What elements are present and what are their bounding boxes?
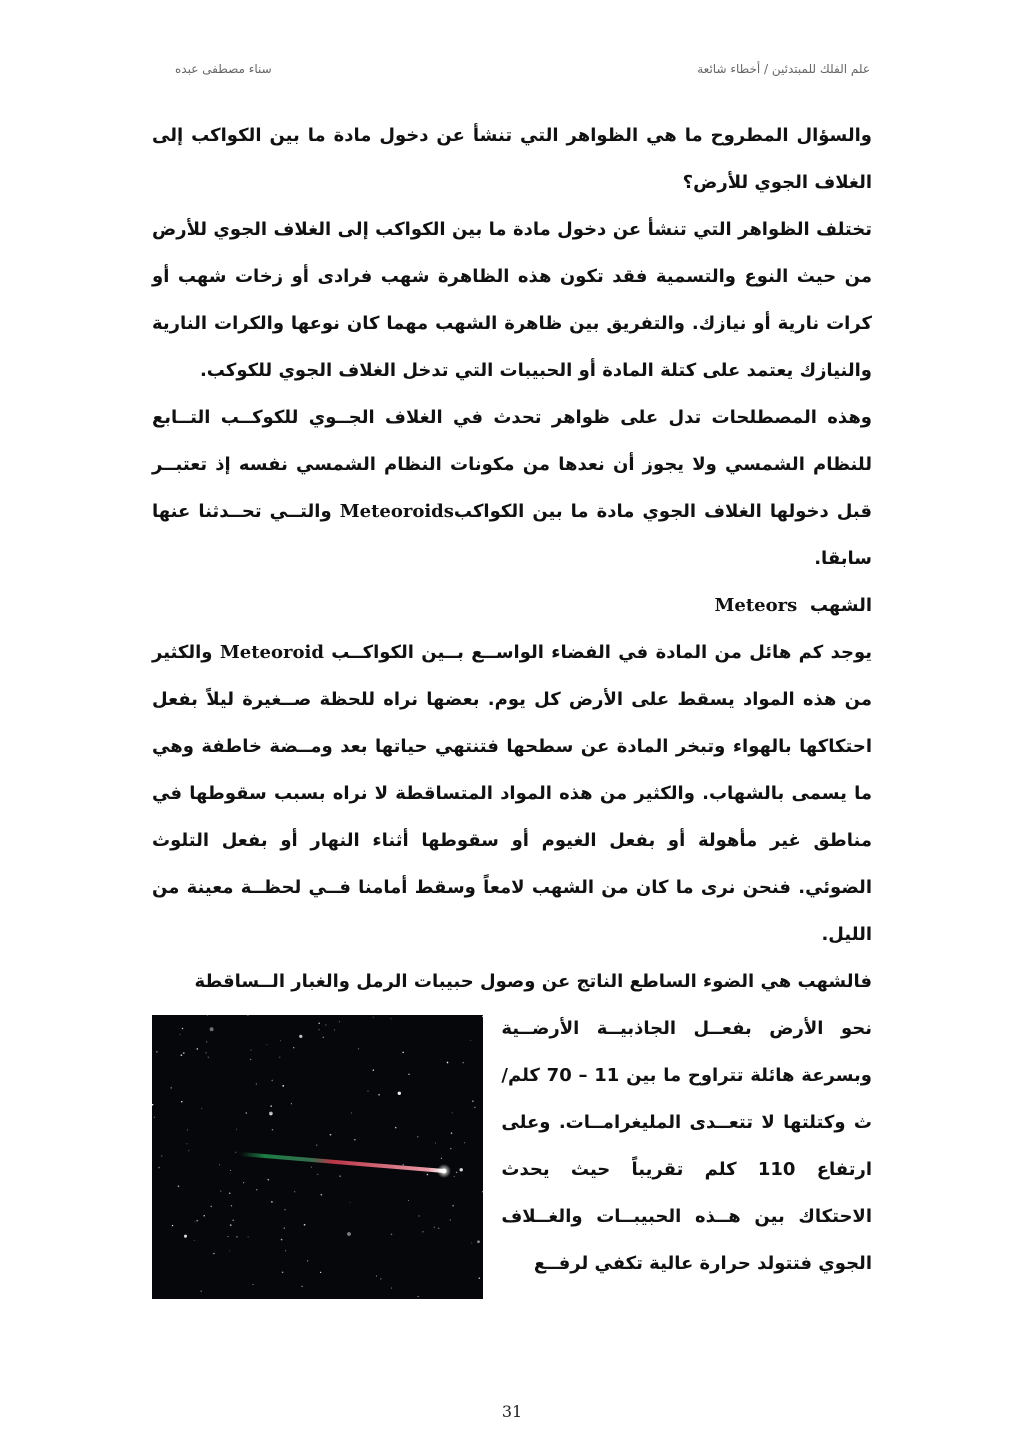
star xyxy=(291,1103,292,1104)
star xyxy=(267,1179,269,1181)
star xyxy=(452,1205,454,1207)
section-heading xyxy=(152,582,872,629)
star xyxy=(200,1290,202,1292)
star xyxy=(236,1236,237,1237)
paragraph-meteoroid-before: يوجد كم هائل من المادة في الفضاء الواســع بــين الكواكــب xyxy=(323,642,872,663)
star xyxy=(456,1172,458,1174)
star xyxy=(422,1231,424,1233)
star xyxy=(270,1105,272,1107)
meteor-head xyxy=(442,1169,447,1174)
star xyxy=(316,1144,317,1145)
star xyxy=(307,1260,308,1261)
paragraph-phenomena: تختلف الظواهر التي تنشأ عن دخول مادة ما بين الكواكب إلى الغلاف الجوي للأرض من حيث النوع والتسمية فقد تكون هذه الظاهرة شهب فرادى أو زخات شهب أو كرات نارية أو نيازك. والتفريق بين ظاهرة الشهب مهما كان نوعها والكرات النارية والنيازك يعتمد على كتلة المادة أو الحبيبات التي تدخل الغلاف الجوي للكوكب. xyxy=(152,219,872,381)
star xyxy=(434,1227,435,1228)
star xyxy=(158,1167,160,1169)
star xyxy=(236,1129,237,1130)
star xyxy=(340,1176,341,1177)
star xyxy=(228,1236,229,1237)
star xyxy=(380,1278,382,1280)
star xyxy=(351,1113,352,1114)
star xyxy=(266,1044,267,1045)
star xyxy=(391,1018,392,1019)
star xyxy=(452,1112,453,1113)
star xyxy=(376,1275,377,1276)
star xyxy=(391,1234,393,1236)
header-book-title: علم الفلك للمبتدئين / أخطاء شائعة xyxy=(697,62,870,76)
star xyxy=(450,1219,451,1220)
star xyxy=(427,1174,429,1176)
star xyxy=(230,1170,231,1171)
star xyxy=(279,1057,280,1058)
star xyxy=(197,1048,199,1050)
star xyxy=(418,1215,419,1216)
star xyxy=(172,1225,173,1226)
paragraph-meteoroid-after: والكثير من هذه المواد يسقط على الأرض كل يوم. بعضها نراه للحظة صــغيرة ليلاً بفعل احتكاكها بالهواء وتبخر المادة عن سطحها فتنتهي حياتها بعد ومــضة خاطفة وهي ما يسمى بالشهاب. والكثير من هذه المواد المتساقطة لا نراه بسبب سقوطها في مناطق غير مأهولة أو بفعل الغيوم أو سقوطها أثناء النهار أو بفعل التلوث الضوئي. فنحن نرى ما كان من الشهب لامعاً وسقط أمامنا فــي لحظــة معينة من الليل. xyxy=(152,642,872,945)
star xyxy=(441,1158,442,1159)
star xyxy=(231,1205,232,1206)
star xyxy=(454,1176,455,1177)
paragraph-terms-after: والتــي تحــدثنا عنها سابقا. xyxy=(152,501,872,569)
star xyxy=(229,1250,230,1251)
star xyxy=(304,1224,306,1226)
star xyxy=(438,1227,440,1229)
star xyxy=(282,1085,284,1087)
star xyxy=(253,1284,254,1285)
star xyxy=(251,1050,252,1051)
star xyxy=(320,1272,321,1273)
star xyxy=(184,1235,187,1238)
star xyxy=(246,1112,248,1114)
star xyxy=(325,1025,326,1026)
star xyxy=(318,1023,320,1025)
section-heading-arabic: الشهب xyxy=(809,595,872,616)
star xyxy=(250,1059,251,1060)
header-author: سناء مصطفى عبده xyxy=(175,62,272,76)
star xyxy=(470,1040,471,1041)
star xyxy=(280,1040,281,1041)
star xyxy=(213,1253,215,1255)
star xyxy=(408,1200,409,1201)
star xyxy=(321,1194,323,1196)
star xyxy=(171,1087,172,1088)
star xyxy=(210,1027,214,1031)
star xyxy=(282,1271,284,1273)
figure-block xyxy=(152,1005,872,1299)
star xyxy=(271,1201,273,1203)
star xyxy=(482,1191,483,1192)
star xyxy=(208,1057,209,1058)
star xyxy=(464,1142,465,1143)
star xyxy=(269,1112,273,1116)
paragraph-meteors-line1: فالشهب هي الضوء الساطع الناتج عن وصول حبيبات الرمل والغبار الــساقطة xyxy=(194,971,872,992)
star xyxy=(294,1191,295,1192)
star xyxy=(201,1108,202,1109)
star xyxy=(391,1288,392,1289)
star xyxy=(451,1132,453,1134)
star xyxy=(293,1047,294,1048)
star xyxy=(378,1094,380,1096)
paragraph-terms-before: وهذه المصطلحات تدل على ظواهر تحدث في الغلاف الجــوي للكوكــب التــابع للنظام الشمسي ولا يجوز أن نعدها من مكونات النظام الشمسي نفسه إذ تعتبــر قبل دخولها الغلاف الجوي مادة ما بين الكواكب xyxy=(152,407,872,522)
star xyxy=(471,1242,472,1243)
star xyxy=(203,1215,204,1216)
star xyxy=(154,1117,155,1118)
star xyxy=(183,1052,185,1054)
star xyxy=(402,1052,404,1054)
star xyxy=(187,1129,188,1130)
star xyxy=(450,1148,451,1149)
star xyxy=(323,1037,324,1038)
star xyxy=(459,1168,462,1171)
star xyxy=(350,1202,351,1203)
star xyxy=(206,1041,207,1042)
star xyxy=(334,1029,335,1030)
star xyxy=(220,1191,221,1192)
star xyxy=(271,1080,273,1082)
star xyxy=(417,1136,419,1138)
star xyxy=(301,1286,302,1287)
star xyxy=(339,1021,340,1022)
star xyxy=(235,1152,236,1153)
star xyxy=(477,1240,480,1243)
star xyxy=(233,1220,234,1221)
star xyxy=(272,1129,274,1131)
star xyxy=(474,1107,475,1108)
star xyxy=(417,1296,418,1297)
meteor-photo-svg xyxy=(152,1015,483,1299)
star xyxy=(354,1139,355,1140)
paragraph-meteoroid xyxy=(152,629,872,958)
star xyxy=(161,1155,162,1156)
star xyxy=(195,1221,196,1222)
star xyxy=(347,1232,351,1236)
star xyxy=(196,1220,198,1222)
running-header xyxy=(175,62,870,84)
star xyxy=(248,1236,249,1237)
star xyxy=(368,1091,369,1092)
page-body xyxy=(152,112,872,1299)
star xyxy=(243,1182,244,1183)
star xyxy=(186,1143,187,1144)
star xyxy=(281,1239,283,1241)
term-meteoroids: Meteoroids xyxy=(339,501,454,522)
star xyxy=(472,1100,473,1101)
star xyxy=(211,1206,213,1208)
star xyxy=(230,1224,232,1226)
term-meteoroid: Meteoroid xyxy=(219,642,324,663)
star xyxy=(299,1035,302,1038)
star xyxy=(256,1189,257,1190)
star xyxy=(311,1167,312,1168)
star xyxy=(408,1074,410,1076)
section-heading-latin: Meteors xyxy=(714,595,798,616)
star xyxy=(463,1062,464,1063)
star xyxy=(182,1028,183,1029)
paragraph-question: والسؤال المطروح ما هي الظواهر التي تنشأ عن دخول مادة ما بين الكواكب إلى الغلاف الجوي للأرض؟ xyxy=(152,125,872,193)
star xyxy=(181,1054,183,1056)
star xyxy=(358,1048,359,1049)
star xyxy=(402,1164,403,1165)
star xyxy=(479,1277,481,1279)
star xyxy=(181,1101,182,1102)
star xyxy=(435,1142,436,1143)
meteor-photo xyxy=(152,1015,483,1299)
star xyxy=(447,1062,449,1064)
star xyxy=(179,1034,180,1035)
star xyxy=(318,1029,319,1030)
star xyxy=(219,1164,220,1165)
star xyxy=(398,1092,401,1095)
star xyxy=(256,1083,257,1084)
star xyxy=(189,1150,190,1151)
paragraph-terms xyxy=(152,394,872,582)
star xyxy=(156,1051,157,1052)
star xyxy=(373,1017,374,1018)
star xyxy=(229,1192,231,1194)
star xyxy=(330,1134,332,1136)
star xyxy=(194,1240,195,1241)
night-sky xyxy=(152,1015,483,1299)
star xyxy=(284,1209,285,1210)
paragraph-meteors-continued: نحو الأرض بفعــل الجاذبيــة الأرضــية وبسرعة هائلة تتراوح ما بين 11 – 70 كلم/ ث وكتلتها لا تتعــدى المليغرامــات. وعلى ارتفاع 110 كلم تقريباً حيث يحدث الاحتكاك بين هــذه الحبيبــات والغــلاف الجوي فتتولد حرارة عالية تكفي لرفــع xyxy=(501,1018,872,1274)
star xyxy=(395,1127,397,1129)
star xyxy=(317,1174,318,1175)
star xyxy=(284,1228,285,1229)
star xyxy=(373,1069,375,1071)
star xyxy=(205,1052,206,1053)
star xyxy=(178,1185,180,1187)
star xyxy=(285,1250,286,1251)
page-number: 31 xyxy=(501,1402,523,1421)
